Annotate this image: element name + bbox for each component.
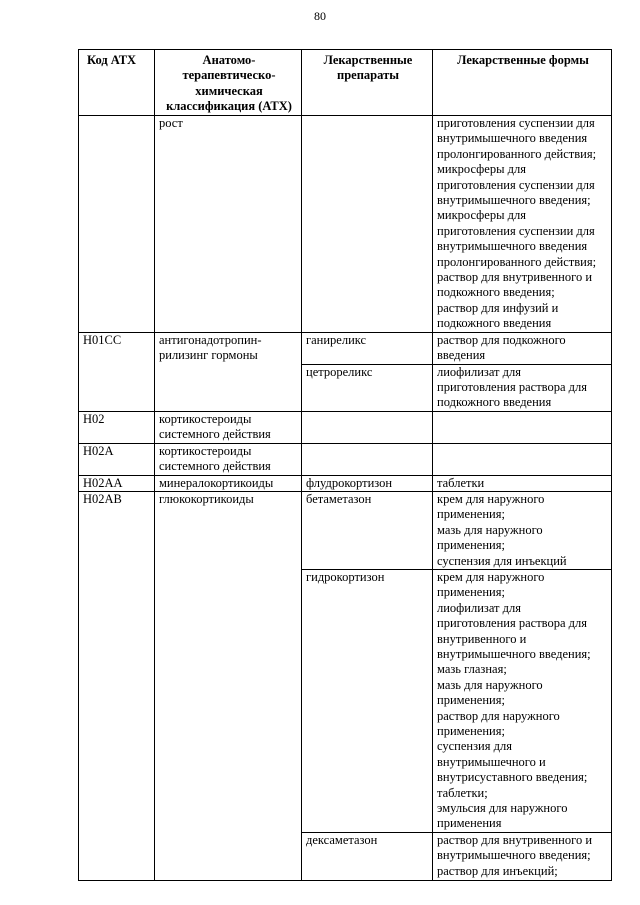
page-number: 80 xyxy=(314,9,326,23)
form-line: внутримышечного и xyxy=(437,754,546,769)
forms-cell xyxy=(433,116,612,333)
form-line: таблетки; xyxy=(437,785,488,800)
classification-line: антигонадотропин- xyxy=(159,332,262,347)
drug-cell xyxy=(302,832,433,880)
drug-line: ганиреликс xyxy=(306,332,367,347)
form-line: мазь глазная; xyxy=(437,662,507,677)
classification-line: системного действия xyxy=(159,459,271,474)
code-cell xyxy=(79,443,155,475)
form-line: эмульсия для наружного xyxy=(437,801,568,816)
table-header-row xyxy=(79,50,612,116)
form-line: применения; xyxy=(437,538,505,553)
code-line: H02AA xyxy=(83,475,123,490)
form-line: пролонгированного действия; xyxy=(437,146,597,161)
form-line: микросферы для xyxy=(437,208,526,223)
header-line: Код АТХ xyxy=(87,53,137,67)
classification-line: минералокортикоиды xyxy=(159,475,274,490)
drug-cell xyxy=(302,475,433,491)
form-line: раствор для наружного xyxy=(437,708,560,723)
form-line: внутримышечного введения xyxy=(437,239,588,254)
header-line: классификация (АТХ) xyxy=(166,99,292,114)
header-line: терапевтическо- xyxy=(182,68,276,83)
table-row xyxy=(79,411,612,443)
form-line: крем для наружного xyxy=(437,491,545,506)
classification-line: кортикостероиды xyxy=(159,411,252,426)
classification-line: рилизинг гормоны xyxy=(159,348,258,363)
header-line: Анатомо- xyxy=(202,53,256,67)
form-line: суспензия для инъекций xyxy=(437,553,567,568)
drug-cell xyxy=(302,411,433,443)
classification-cell xyxy=(155,443,302,475)
form-line: подкожного введения xyxy=(437,395,552,410)
header-forms xyxy=(433,50,612,116)
drug-line: гидрокортизон xyxy=(306,569,385,584)
form-line: приготовления суспензии для xyxy=(437,116,595,130)
form-line: внутривенного и xyxy=(437,631,527,646)
form-line: применения; xyxy=(437,724,505,739)
form-line: подкожного введения xyxy=(437,316,552,331)
table-row xyxy=(79,443,612,475)
form-line: лиофилизат для xyxy=(437,600,521,615)
drug-cell xyxy=(302,332,433,364)
form-line: введения xyxy=(437,348,486,363)
form-line: раствор для внутривенного и xyxy=(437,832,593,847)
drug-cell xyxy=(302,569,433,832)
drug-cell xyxy=(302,443,433,475)
form-line: таблетки xyxy=(437,475,485,490)
form-line: суспензия для xyxy=(437,739,512,754)
forms-cell xyxy=(433,411,612,443)
drug-cell xyxy=(302,491,433,569)
atx-table xyxy=(78,49,612,881)
form-line: применения; xyxy=(437,585,505,600)
drug-line: бетаметазон xyxy=(306,491,372,506)
forms-cell xyxy=(433,443,612,475)
form-line: раствор для инъекций; xyxy=(437,863,558,878)
form-line: внутримышечного введения; xyxy=(437,647,591,661)
table-row xyxy=(79,116,612,333)
drug-line: флудрокортизон xyxy=(306,475,393,490)
classification-cell xyxy=(155,116,302,333)
header-classification xyxy=(155,50,302,116)
form-line: раствор для внутривенного и xyxy=(437,270,593,285)
classification-cell xyxy=(155,491,302,880)
header-line: препараты xyxy=(337,68,399,83)
classification-cell xyxy=(155,332,302,411)
table-row xyxy=(79,491,612,569)
form-line: лиофилизат для xyxy=(437,364,521,379)
code-cell xyxy=(79,491,155,880)
form-line: раствор для подкожного xyxy=(437,332,566,347)
form-line: мазь для наружного xyxy=(437,522,543,537)
classification-line: рост xyxy=(159,116,183,130)
table-row xyxy=(79,475,612,491)
forms-cell xyxy=(433,569,612,832)
form-line: приготовления раствора для xyxy=(437,616,587,631)
code-cell xyxy=(79,116,155,333)
classification-line: глюкокортикоиды xyxy=(159,491,254,506)
header-line: Лекарственные xyxy=(323,53,413,67)
form-line: внутримышечного введения; xyxy=(437,848,591,863)
form-line: приготовления суспензии для xyxy=(437,177,595,192)
forms-cell xyxy=(433,364,612,411)
header-code xyxy=(79,50,155,116)
header-line: химическая xyxy=(195,83,263,98)
table-row xyxy=(79,332,612,364)
code-cell xyxy=(79,475,155,491)
drug-line: цетрореликс xyxy=(306,364,373,379)
code-cell xyxy=(79,332,155,411)
code-line: H02 xyxy=(83,411,105,426)
header-line: Лекарственные формы xyxy=(457,53,589,67)
table-body xyxy=(79,116,612,881)
code-line: H02AB xyxy=(83,491,122,506)
classification-cell xyxy=(155,411,302,443)
classification-line: кортикостероиды xyxy=(159,443,252,458)
drug-line: дексаметазон xyxy=(306,832,378,847)
form-line: раствор для инфузий и xyxy=(437,300,559,315)
form-line: микросферы для xyxy=(437,162,526,177)
code-line: H02A xyxy=(83,443,114,458)
forms-cell xyxy=(433,475,612,491)
form-line: приготовления суспензии для xyxy=(437,223,595,238)
form-line: внутримышечного введения xyxy=(437,131,588,146)
form-line: крем для наружного xyxy=(437,569,545,584)
form-line: подкожного введения; xyxy=(437,285,555,300)
header-drugs xyxy=(302,50,433,116)
code-cell xyxy=(79,411,155,443)
form-line: внутрисуставного введения; xyxy=(437,770,588,785)
forms-cell xyxy=(433,491,612,569)
drug-cell xyxy=(302,116,433,333)
forms-cell xyxy=(433,832,612,880)
classification-cell xyxy=(155,475,302,491)
form-line: внутримышечного введения; xyxy=(437,193,591,208)
form-line: применения; xyxy=(437,693,505,708)
code-line: H01CC xyxy=(83,332,122,347)
classification-line: системного действия xyxy=(159,427,271,442)
form-line: приготовления раствора для xyxy=(437,379,587,394)
drug-cell xyxy=(302,364,433,411)
form-line: мазь для наружного xyxy=(437,677,543,692)
forms-cell xyxy=(433,332,612,364)
form-line: применения xyxy=(437,816,502,831)
form-line: применения; xyxy=(437,507,505,522)
form-line: пролонгированного действия; xyxy=(437,254,597,269)
